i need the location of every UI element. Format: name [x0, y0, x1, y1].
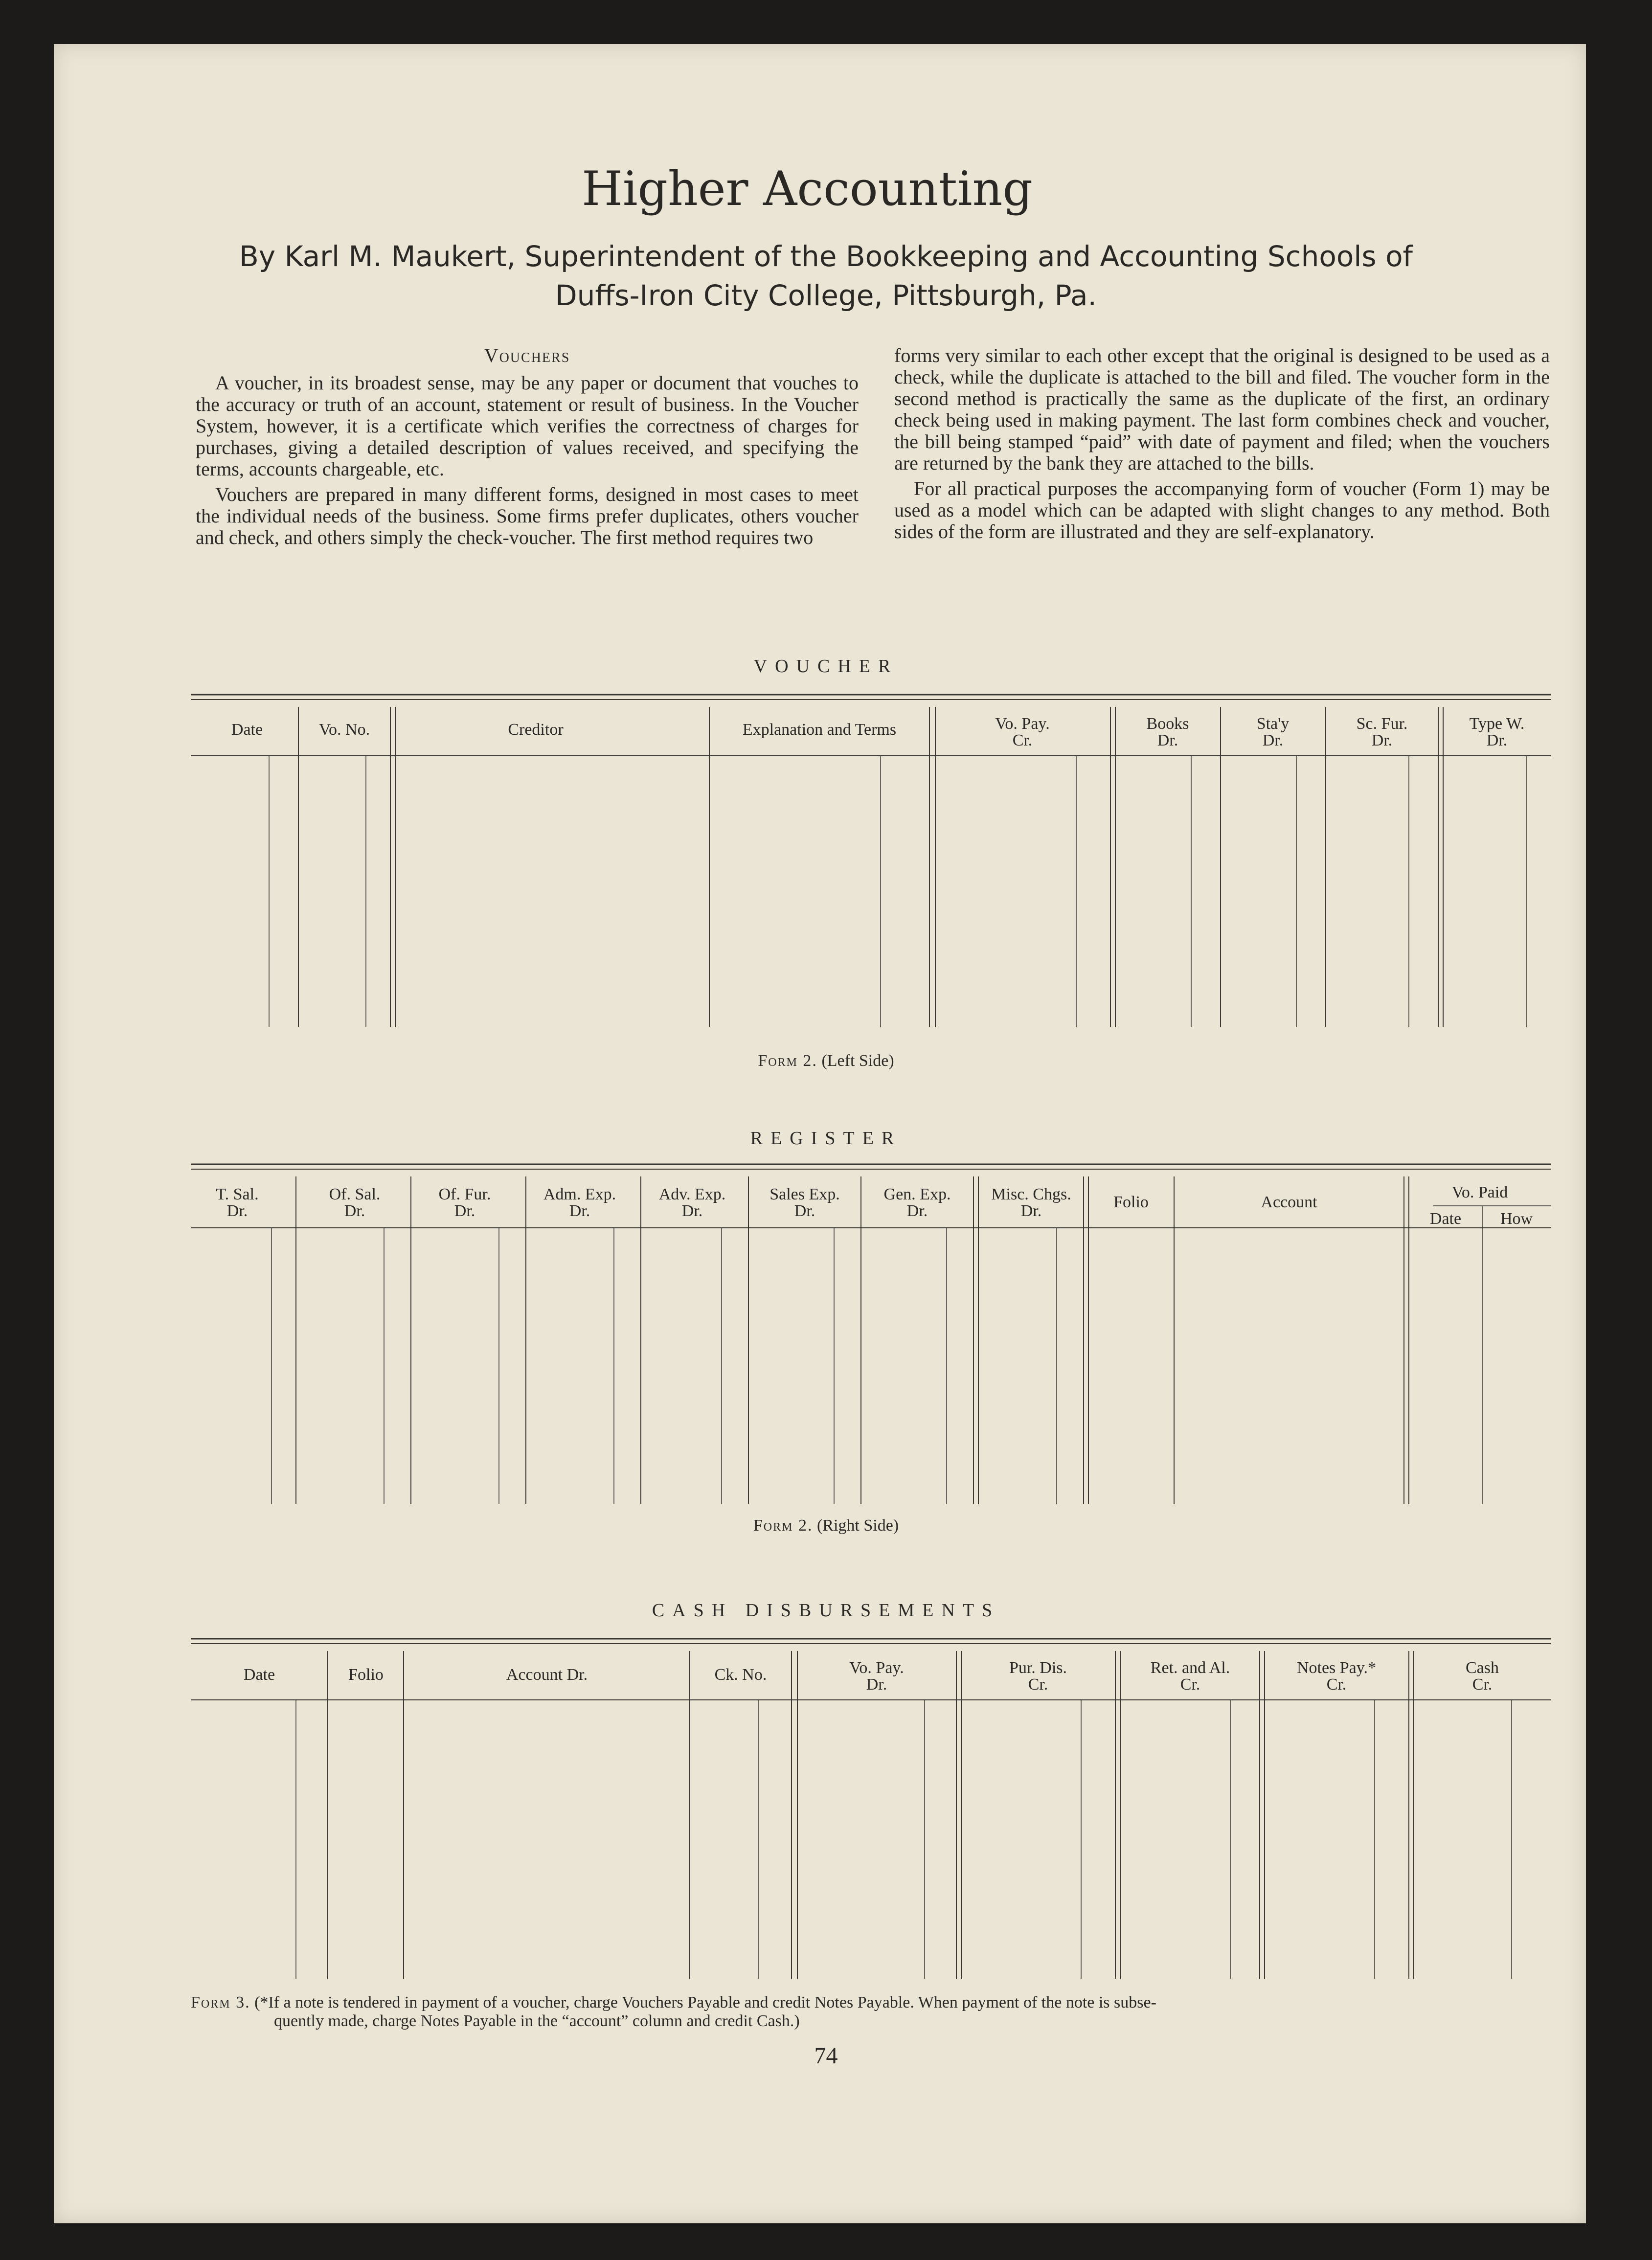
header-vo-pay-cr: Cr. — [1012, 731, 1033, 749]
header-of-fur: Of. Fur. — [438, 1185, 491, 1203]
voucher-title: VOUCHER — [753, 656, 899, 677]
header-adm-exp-dr: Dr. — [569, 1202, 590, 1220]
register-form-table — [191, 1154, 1551, 1512]
right-column — [894, 345, 1550, 546]
header-vo-no: Vo. No. — [318, 721, 370, 739]
header-of-fur-dr: Dr. — [454, 1202, 475, 1220]
paragraph: A voucher, in its broadest sense, may be any paper or document that vouches to the accuracy or truth of an account, statement or result of business. In the Voucher System, however, it is a certificate which verifies the correctness of charges for purchases, giving a detailed description of values received, and specifying the terms, accounts chargeable, etc. — [196, 372, 859, 480]
header-adv-exp: Adv. Exp. — [658, 1185, 726, 1203]
voucher-form-table — [191, 685, 1551, 1047]
header-notes-pay-cr: Cr. — [1326, 1675, 1347, 1694]
header-t-sal: T. Sal. — [216, 1185, 259, 1203]
cash-disbursements-form-table — [191, 1629, 1551, 1986]
voucher-caption — [0, 1052, 1652, 1070]
byline-line-2: Duffs-Iron City College, Pittsburgh, Pa. — [555, 279, 1097, 312]
header-creditor: Creditor — [508, 721, 564, 739]
header-how: How — [1500, 1210, 1533, 1228]
header-vo-pay: Vo. Pay. — [995, 715, 1050, 733]
register-title: REGISTER — [750, 1128, 902, 1149]
caption-form: Form 2. — [753, 1516, 813, 1535]
header-ret-and-al: Ret. and Al. — [1150, 1659, 1230, 1677]
header-sales-exp: Sales Exp. — [769, 1185, 840, 1203]
byline-line-1: By Karl M. Maukert, Superintendent of the Bookkeeping and Accounting Schools of — [239, 240, 1413, 273]
header-pur-dis: Pur. Dis. — [1009, 1659, 1067, 1677]
header-ck-no: Ck. No. — [714, 1666, 767, 1684]
footnote-line-1: (*If a note is tendered in payment of a voucher, charge Vouchers Payable and credit Notes Payable. When payment of the note is subse- — [254, 1993, 1156, 2011]
header-sc-fur-dr: Dr. — [1371, 731, 1393, 749]
header-date: Date — [1429, 1210, 1462, 1228]
caption-form: Form 2. — [758, 1052, 817, 1070]
footnote-form: Form 3. — [191, 1993, 250, 2011]
header-ret-and-al-cr: Cr. — [1180, 1675, 1200, 1694]
header-of-sal: Of. Sal. — [329, 1185, 381, 1203]
caption-side: (Left Side) — [821, 1052, 894, 1070]
header-adm-exp: Adm. Exp. — [543, 1185, 616, 1203]
header-type-w-dr: Dr. — [1486, 731, 1508, 749]
paragraph: forms very similar to each other except that the original is designed to be used as a check, while the duplicate is attached to the bill and filed. The voucher form in the second method is practically the same as the duplicate of the first, an ordinary check being used in making payment. The last form combines check and voucher, the bill being stamped “paid” with date of payment and filed; when the vouchers are returned by the bank they are attached to the bills. — [894, 344, 1550, 474]
header-books: Books — [1146, 715, 1189, 733]
header-gen-exp-dr: Dr. — [906, 1202, 928, 1220]
header-pur-dis-cr: Cr. — [1028, 1675, 1048, 1694]
section-heading-vouchers: Vouchers — [484, 344, 570, 366]
header-sc-fur: Sc. Fur. — [1356, 715, 1408, 733]
header-folio: Folio — [348, 1666, 384, 1684]
header-stay-dr: Dr. — [1262, 731, 1284, 749]
paragraph: For all practical purposes the accompanying form of voucher (Form 1) may be used as a model which can be adapted with slight changes to any method. Both sides of the form are illustrated and they are self-explanatory. — [894, 477, 1550, 542]
footnote — [191, 1993, 1556, 2031]
header-account: Account — [1261, 1193, 1317, 1211]
header-vo-paid: Vo. Paid — [1451, 1183, 1508, 1201]
footnote-line-2: quently made, charge Notes Payable in the “account” column and credit Cash.) — [274, 2012, 800, 2030]
paragraph: Vouchers are prepared in many different forms, designed in most cases to meet the individual needs of the business. Some firms prefer duplicates, others voucher and check, and others simply the check-voucher. The first method requires two — [196, 483, 859, 548]
header-notes-pay: Notes Pay.* — [1296, 1659, 1377, 1677]
article-title: Higher Accounting — [582, 161, 1033, 216]
caption-side: (Right Side) — [816, 1516, 899, 1535]
header-date: Date — [231, 721, 263, 739]
header-cash-cr: Cr. — [1472, 1675, 1493, 1694]
header-type-w: Type W. — [1469, 715, 1525, 733]
header-gen-exp: Gen. Exp. — [883, 1185, 951, 1203]
header-adv-exp-dr: Dr. — [681, 1202, 703, 1220]
header-date: Date — [243, 1666, 275, 1684]
header-vo-pay-dr: Dr. — [866, 1675, 887, 1694]
header-books-dr: Dr. — [1157, 731, 1178, 749]
header-misc-chgs-dr: Dr. — [1020, 1202, 1042, 1220]
header-sales-exp-dr: Dr. — [794, 1202, 815, 1220]
header-t-sal-dr: Dr. — [226, 1202, 248, 1220]
cash-disbursements-title: CASH DISBURSEMENTS — [652, 1600, 1000, 1621]
header-vo-pay: Vo. Pay. — [849, 1659, 904, 1677]
header-stay: Sta'y — [1256, 715, 1290, 733]
register-caption — [0, 1516, 1652, 1535]
header-account-dr: Account Dr. — [506, 1666, 588, 1684]
header-folio: Folio — [1113, 1193, 1149, 1211]
header-misc-chgs: Misc. Chgs. — [991, 1185, 1071, 1203]
header-of-sal-dr: Dr. — [344, 1202, 365, 1220]
header-cash: Cash — [1466, 1659, 1499, 1677]
header-explanation: Explanation and Terms — [742, 721, 897, 739]
left-column — [196, 345, 859, 552]
page-number: 74 — [814, 2043, 838, 2069]
